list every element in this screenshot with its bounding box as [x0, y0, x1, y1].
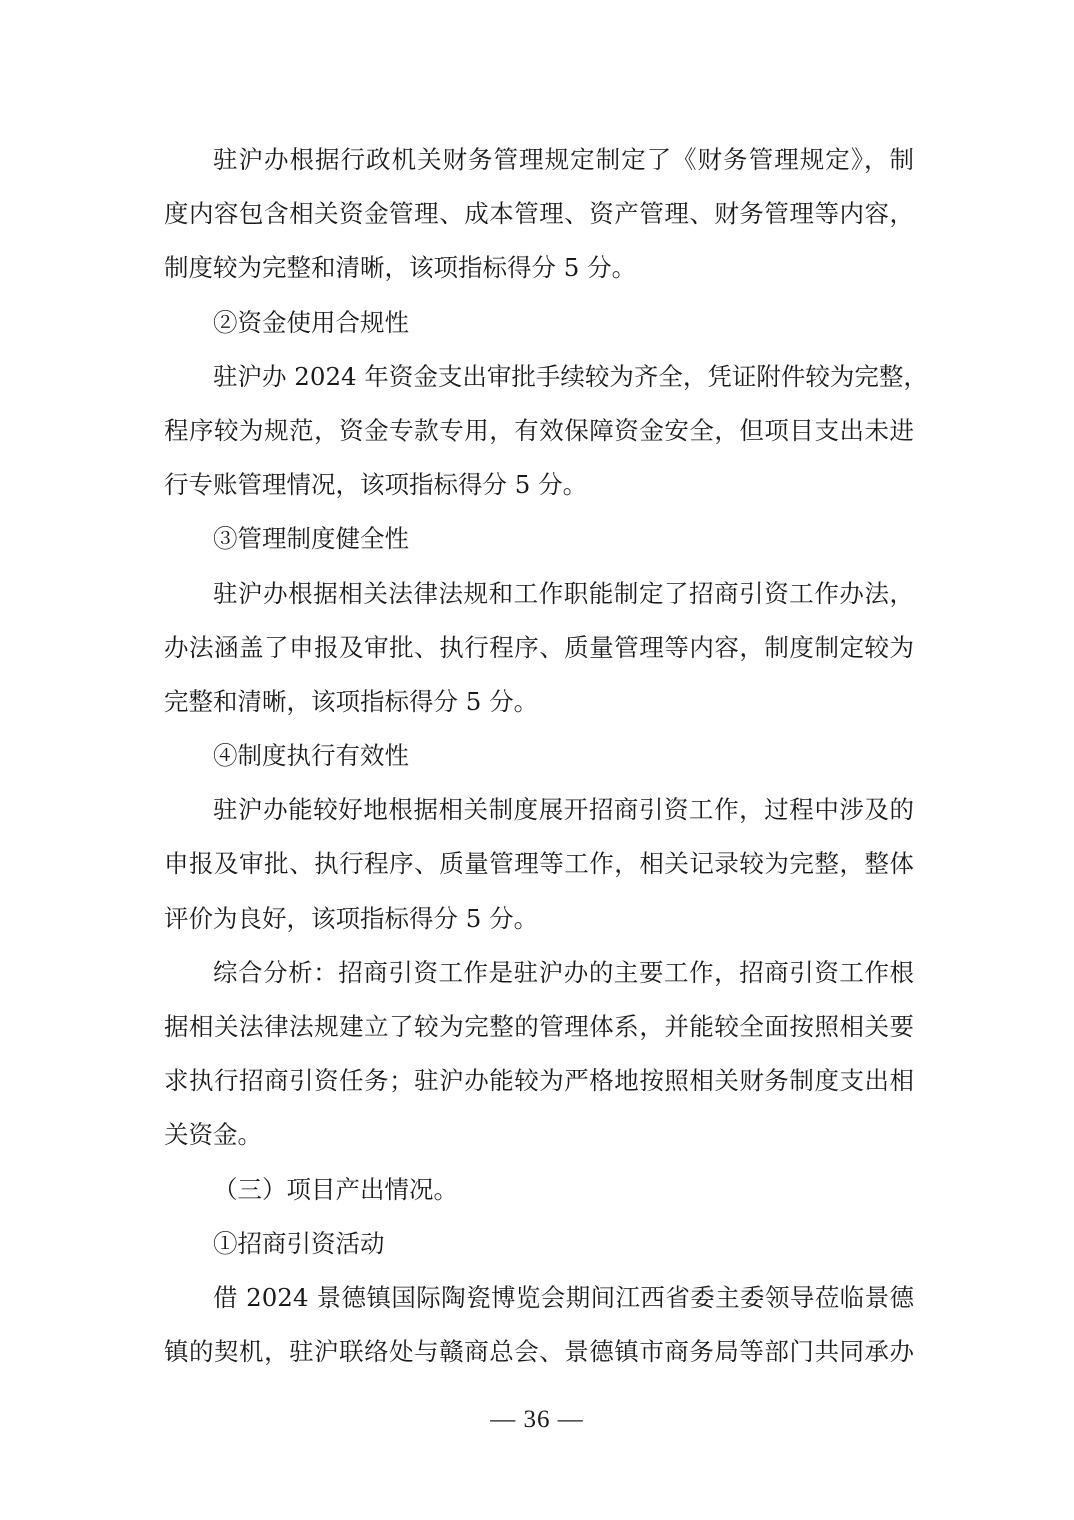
paragraph-line: 办法涵盖了申报及审批、执行程序、质量管理等内容，制度制定较为 [164, 632, 914, 662]
paragraph-line: 综合分析：招商引资工作是驻沪办的主要工作，招商引资工作根 [213, 957, 914, 987]
section-heading: ④制度执行有效性 [213, 741, 409, 771]
section-heading: ③管理制度健全性 [213, 524, 409, 554]
paragraph-line: 驻沪办根据相关法律法规和工作职能制定了招商引资工作办法， [213, 578, 914, 608]
paragraph-line: 评价为良好，该项指标得分 5 分。 [164, 903, 539, 933]
paragraph-line: 行专账管理情况，该项指标得分 5 分。 [164, 470, 588, 500]
page-number: — 36 — [490, 1406, 584, 1433]
document-body [164, 133, 928, 1379]
paragraph-line: 求执行招商引资任务；驻沪办能较为严格地按照相关财务制度支出相 [164, 1066, 914, 1096]
paragraph-line: 驻沪办能较好地根据相关制度展开招商引资工作，过程中涉及的 [213, 795, 914, 825]
paragraph-line: 制度较为完整和清晰，该项指标得分 5 分。 [164, 253, 637, 283]
paragraph-line: 完整和清晰，该项指标得分 5 分。 [164, 686, 539, 716]
paragraph-line: 度内容包含相关资金管理、成本管理、资产管理、财务管理等内容， [164, 199, 914, 229]
paragraph-line: 借 2024 景德镇国际陶瓷博览会期间江西省委主委领导莅临景德 [213, 1282, 914, 1312]
section-heading: ②资金使用合规性 [213, 307, 409, 337]
paragraph-line: 程序较为规范，资金专款专用，有效保障资金安全，但项目支出未进 [164, 415, 914, 445]
paragraph-line: 镇的契机，驻沪联络处与赣商总会、景德镇市商务局等部门共同承办 [164, 1337, 914, 1367]
paragraph-line: 申报及审批、执行程序、质量管理等工作，相关记录较为完整，整体 [164, 849, 914, 879]
section-heading: （三）项目产出情况。 [213, 1174, 458, 1204]
paragraph-line: 关资金。 [164, 1120, 262, 1150]
paragraph-line: 驻沪办根据行政机关财务管理规定制定了《财务管理规定》，制 [213, 145, 914, 174]
paragraph-line: 据相关法律法规建立了较为完整的管理体系，并能较全面按照相关要 [164, 1012, 914, 1041]
paragraph-line: 驻沪办 2024 年资金支出审批手续较为齐全，凭证附件较为完整， [213, 361, 928, 391]
section-heading: ①招商引资活动 [213, 1228, 385, 1258]
